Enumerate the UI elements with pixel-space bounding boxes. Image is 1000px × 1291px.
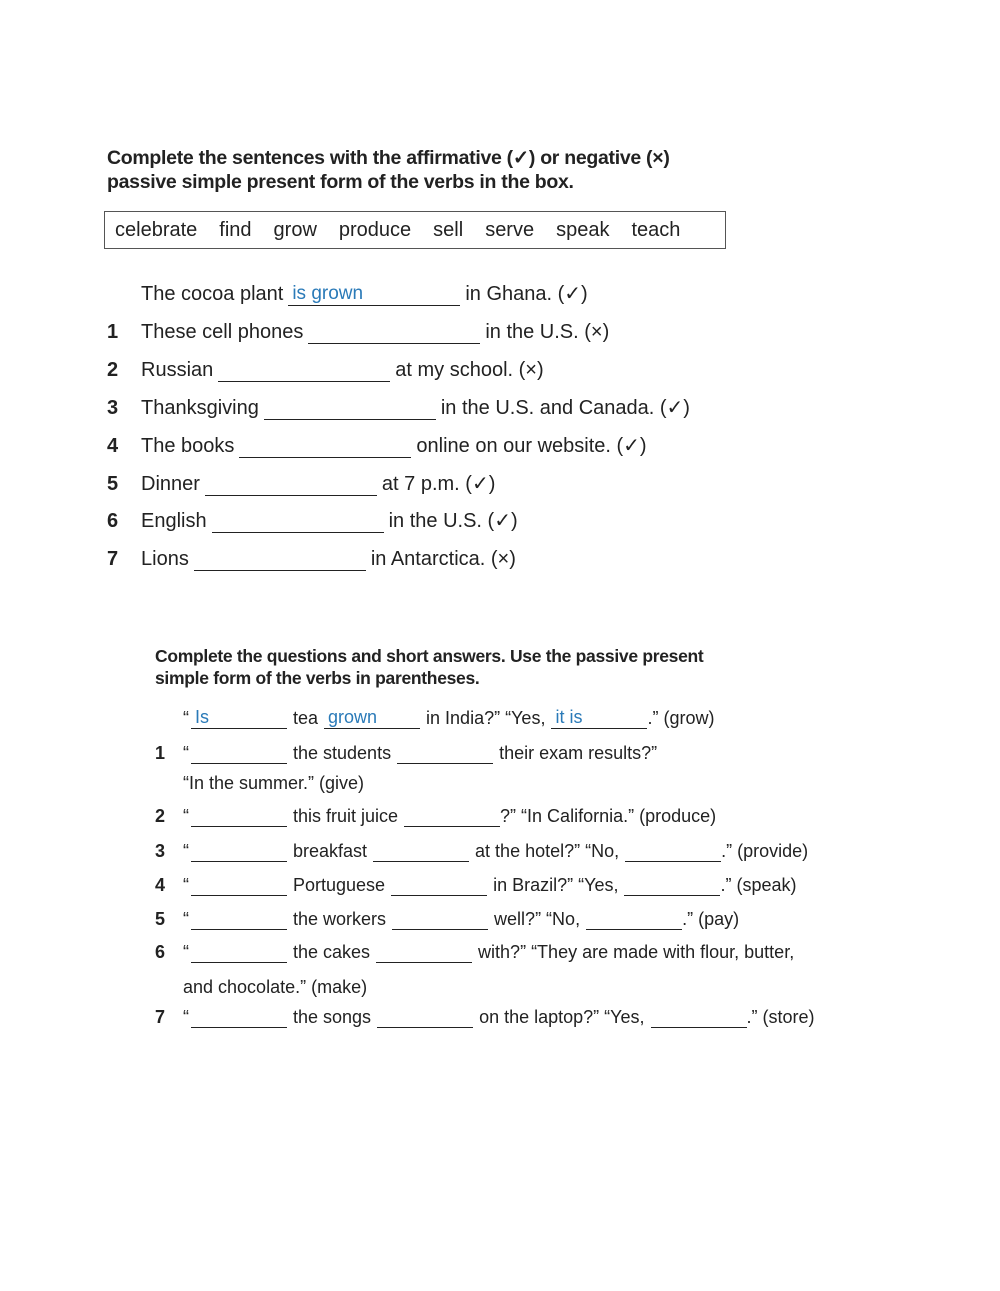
exercise2-instructions <box>155 646 703 690</box>
sentence-text: .” (pay) <box>682 909 740 929</box>
answer-blank-input[interactable] <box>308 322 480 344</box>
sentence-text: “ <box>183 942 189 962</box>
exercise-item <box>155 705 716 729</box>
exercise-item <box>155 939 800 963</box>
exercise-item <box>107 318 614 344</box>
sentence-text: in the U.S. and Canada. (✓) <box>440 397 690 419</box>
sentence-text: Russian <box>141 359 214 381</box>
sentence-text: Dinner <box>141 473 200 495</box>
answer-blank-input[interactable] <box>404 805 500 827</box>
answer-blank-input[interactable] <box>391 874 487 896</box>
sentence-text: “ <box>183 806 189 826</box>
instruction-line: passive simple present form of the verbs in the box. <box>107 171 574 194</box>
sentence-text: the students <box>293 743 392 763</box>
item-number: 3 <box>155 841 166 861</box>
answer-blank-input[interactable] <box>212 511 384 533</box>
answer-blank-input[interactable] <box>191 908 287 930</box>
sentence-text: at the hotel?” “No, <box>475 841 620 861</box>
sentence-text: “ <box>183 841 189 861</box>
item-number: 7 <box>155 1007 166 1027</box>
item-number: 2 <box>107 359 119 381</box>
sentence-text: “ <box>183 708 189 728</box>
instruction-line: Complete the questions and short answers. Use the passive present <box>155 646 704 666</box>
answer-blank-input[interactable] <box>373 840 469 862</box>
exercise-item <box>155 740 663 764</box>
sentence-text: at my school. (×) <box>395 359 544 381</box>
sentence-text: with?” “They are made with flour, butter, <box>478 942 795 962</box>
exercise-item <box>107 356 549 382</box>
answer-blank-input[interactable] <box>218 360 390 382</box>
item-number: 1 <box>107 321 119 343</box>
item-number: 6 <box>107 510 119 532</box>
sentence-text: “ <box>183 743 189 763</box>
sentence-text: at 7 p.m. (✓) <box>381 473 496 495</box>
answer-blank-input[interactable] <box>264 398 436 420</box>
sentence-text: Portuguese <box>293 875 386 895</box>
sentence-text: English <box>141 510 207 532</box>
sentence-text: “ <box>183 1007 189 1027</box>
item-number: 5 <box>107 473 119 495</box>
sentence-text: the workers <box>293 909 387 929</box>
exercise1-instructions <box>107 146 670 195</box>
answer-blank-input[interactable] <box>377 1006 473 1028</box>
sentence-text: in Brazil?” “Yes, <box>493 875 619 895</box>
exercise-item <box>155 803 718 827</box>
item-number: 2 <box>155 806 166 826</box>
sentence-text: and chocolate.” (make) <box>183 977 368 997</box>
verb-word: serve <box>485 218 535 241</box>
sentence-text: “ <box>183 875 189 895</box>
sentence-text: in Ghana. (✓) <box>465 283 588 305</box>
instruction-line: Complete the sentences with the affirmative (✓) or negative (×) <box>107 147 670 169</box>
verb-word: celebrate <box>115 218 198 241</box>
answer-blank-input[interactable] <box>397 742 493 764</box>
answer-blank-input[interactable] <box>194 549 366 571</box>
answer-blank-input[interactable] <box>625 840 721 862</box>
sentence-text: this fruit juice <box>293 806 399 826</box>
verb-word: teach <box>631 218 681 241</box>
sentence-text: well?” “No, <box>494 909 581 929</box>
answer-blank-input[interactable] <box>191 742 287 764</box>
verb-word: produce <box>338 218 412 241</box>
sentence-text: the cakes <box>293 942 371 962</box>
sentence-text: .” (grow) <box>647 708 715 728</box>
sentence-text: ?” “In California.” (produce) <box>500 806 717 826</box>
answer-blank-input[interactable] <box>191 941 287 963</box>
answer-blank-input[interactable]: it is <box>551 707 647 729</box>
item-number: 1 <box>155 743 166 763</box>
sentence-text: in India?” “Yes, <box>426 708 546 728</box>
answer-blank-input[interactable] <box>624 874 720 896</box>
sentence-text: “ <box>183 909 189 929</box>
exercise-item <box>155 872 799 896</box>
sentence-text: “In the summer.” (give) <box>183 773 365 793</box>
sentence-text: in the U.S. (×) <box>485 321 610 343</box>
answer-blank-input[interactable] <box>205 474 377 496</box>
sentence-text: on the laptop?” “Yes, <box>479 1007 645 1027</box>
sentence-text: Thanksgiving <box>141 397 259 419</box>
answer-blank-input[interactable] <box>392 908 488 930</box>
answer-blank-input[interactable]: grown <box>324 707 420 729</box>
sentence-text: breakfast <box>293 841 368 861</box>
sentence-text: tea <box>293 708 319 728</box>
exercise-item <box>107 470 500 496</box>
verb-word: find <box>219 218 252 241</box>
sentence-text: in the U.S. (✓) <box>388 510 518 532</box>
exercise-item <box>155 974 369 998</box>
exercise-item <box>155 838 810 862</box>
sentence-text: These cell phones <box>141 321 304 343</box>
sentence-text: .” (speak) <box>720 875 797 895</box>
answer-blank-input[interactable] <box>586 908 682 930</box>
sentence-text: in Antarctica. (×) <box>370 548 516 570</box>
answer-blank-input[interactable] <box>191 805 287 827</box>
answer-blank-input[interactable] <box>376 941 472 963</box>
exercise-item <box>107 394 695 420</box>
sentence-text: The cocoa plant <box>141 283 284 305</box>
exercise-item <box>155 1004 817 1028</box>
exercise-item <box>107 432 652 458</box>
sentence-text: The books <box>141 435 235 457</box>
answer-blank-input[interactable]: is grown <box>288 284 460 306</box>
exercise-item <box>107 545 521 571</box>
answer-blank-input[interactable]: Is <box>191 707 287 729</box>
answer-blank-input[interactable] <box>191 1006 287 1028</box>
sentence-text: .” (provide) <box>721 841 809 861</box>
sentence-text: Lions <box>141 548 189 570</box>
item-number: 7 <box>107 548 119 570</box>
answer-blank-input[interactable] <box>239 436 411 458</box>
item-number: 6 <box>155 942 166 962</box>
exercise-item <box>155 906 741 930</box>
sentence-text: their exam results?” <box>499 743 658 763</box>
item-number: 4 <box>155 875 166 895</box>
verb-word: sell <box>433 218 464 241</box>
item-number: 4 <box>107 435 119 457</box>
sentence-text: online on our website. (✓) <box>416 435 647 457</box>
exercise-item <box>155 770 366 794</box>
verb-word: speak <box>556 218 610 241</box>
exercise-item <box>107 507 523 533</box>
verb-box <box>104 211 726 249</box>
instruction-line: simple form of the verbs in parentheses. <box>155 667 480 688</box>
sentence-text: .” (store) <box>746 1007 815 1027</box>
answer-blank-input[interactable] <box>191 874 287 896</box>
verb-word: grow <box>273 218 317 241</box>
answer-blank-input[interactable] <box>191 840 287 862</box>
item-number: 5 <box>155 909 166 929</box>
exercise-item <box>107 280 593 306</box>
item-number: 3 <box>107 397 119 419</box>
sentence-text: the songs <box>293 1007 372 1027</box>
answer-blank-input[interactable] <box>651 1006 747 1028</box>
